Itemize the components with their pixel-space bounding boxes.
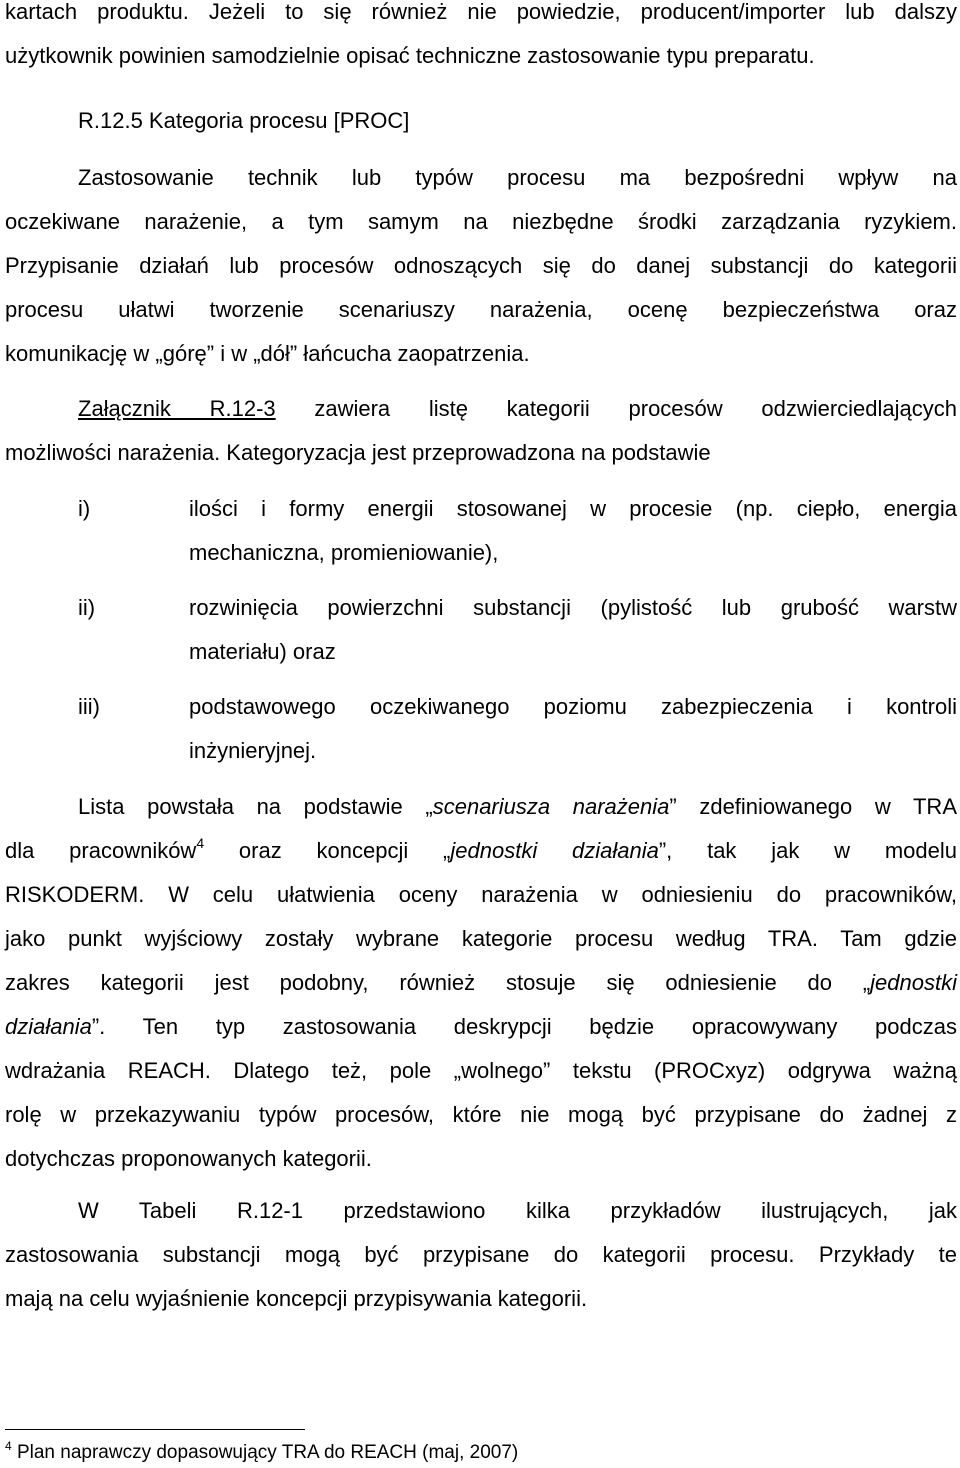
text-line: komunikację w „górę” i w „dół” łańcucha zaopatrzenia. <box>5 341 530 366</box>
list-number: iii) <box>78 694 100 719</box>
section-heading: R.12.5 Kategoria procesu [PROC] <box>78 108 410 133</box>
text-line: kartach produktu. Jeżeli to się również nie powiedzie, producent/importer lub dalszy <box>5 0 957 24</box>
text-line: ilości i formy energii stosowanej w procesie (np. ciepło, energia <box>189 496 957 521</box>
annex-link[interactable]: Załącznik R.12-3 <box>78 396 276 421</box>
list-number: ii) <box>78 595 96 620</box>
list-basis-paragraph <box>5 785 957 1181</box>
text-line: oczekiwane narażenie, a tym samym na niezbędne środki zarządzania ryzykiem. <box>5 209 957 234</box>
text-line: podstawowego oczekiwanego poziomu zabezpieczenia i kontroli <box>189 694 957 719</box>
footnote-number: 4 <box>5 1439 12 1453</box>
text-line: rolę w przekazywaniu typów procesów, które nie mogą być przypisane do żadnej z <box>5 1102 957 1127</box>
list-item <box>5 586 957 674</box>
text-line: mechaniczna, promieniowanie), <box>189 540 499 565</box>
table-reference-paragraph <box>5 1189 957 1321</box>
footnote-divider <box>5 1429 305 1430</box>
text-line: wdrażania REACH. Dlatego też, pole „wolnego” tekstu (PROCxyz) odgrywa ważną <box>5 1058 957 1083</box>
text-line: użytkownik powinien samodzielnie opisać techniczne zastosowanie typu preparatu. <box>5 43 815 68</box>
text-line: procesu ułatwi tworzenie scenariuszy narażenia, ocenę bezpieczeństwa oraz <box>5 297 957 322</box>
text-line: Zastosowanie technik lub typów procesu ma bezpośredni wpływ na <box>78 165 957 190</box>
annex-paragraph <box>5 387 957 475</box>
text-line: W Tabeli R.12-1 przedstawiono kilka przykładów ilustrujących, jak <box>78 1198 957 1223</box>
footnote-text: Plan naprawczy dopasowujący TRA do REACH (maj, 2007) <box>11 1442 519 1463</box>
text-line: zastosowania substancji mogą być przypisane do kategorii procesu. Przykłady te <box>5 1242 957 1267</box>
footnote <box>5 1440 518 1466</box>
text-line: jako punkt wyjściowy zostały wybrane kategorie procesu według TRA. Tam gdzie <box>5 926 957 951</box>
text-line: Przypisanie działań lub procesów odnoszących się do danej substancji do kategorii <box>5 253 957 278</box>
text-line: Lista powstała na podstawie „scenariusza narażenia” zdefiniowanego w TRA <box>78 794 957 819</box>
criteria-list <box>5 487 957 773</box>
footnote-ref[interactable]: 4 <box>196 835 205 851</box>
text-line: rozwinięcia powierzchni substancji (pylistość lub grubość warstw <box>189 595 957 620</box>
text-line: dla pracowników$^4$ oraz koncepcji „jednostki działania”, tak jak w modelu <box>5 835 957 863</box>
process-category-paragraph <box>5 156 957 376</box>
text-line: RISKODERM. W celu ułatwienia oceny narażenia w odniesieniu do pracowników, <box>5 882 957 907</box>
text-line: działania”. Ten typ zastosowania deskrypcji będzie opracowywany podczas <box>5 1014 957 1039</box>
text-line: dotychczas proponowanych kategorii. <box>5 1146 372 1171</box>
text-line: Załącznik R.12-3 zawiera listę kategorii procesów odzwierciedlających <box>78 396 957 421</box>
text-line: mają na celu wyjaśnienie koncepcji przypisywania kategorii. <box>5 1286 588 1311</box>
text-line: zakres kategorii jest podobny, również stosuje się odniesienie do „jednostki <box>5 970 957 995</box>
list-item <box>5 487 957 575</box>
list-number: i) <box>78 496 91 521</box>
text-line: inżynieryjnej. <box>189 738 317 763</box>
text-line: możliwości narażenia. Kategoryzacja jest przeprowadzona na podstawie <box>5 440 711 465</box>
text-line: materiału) oraz <box>189 639 336 664</box>
list-item <box>5 685 957 773</box>
intro-paragraph <box>5 0 957 78</box>
